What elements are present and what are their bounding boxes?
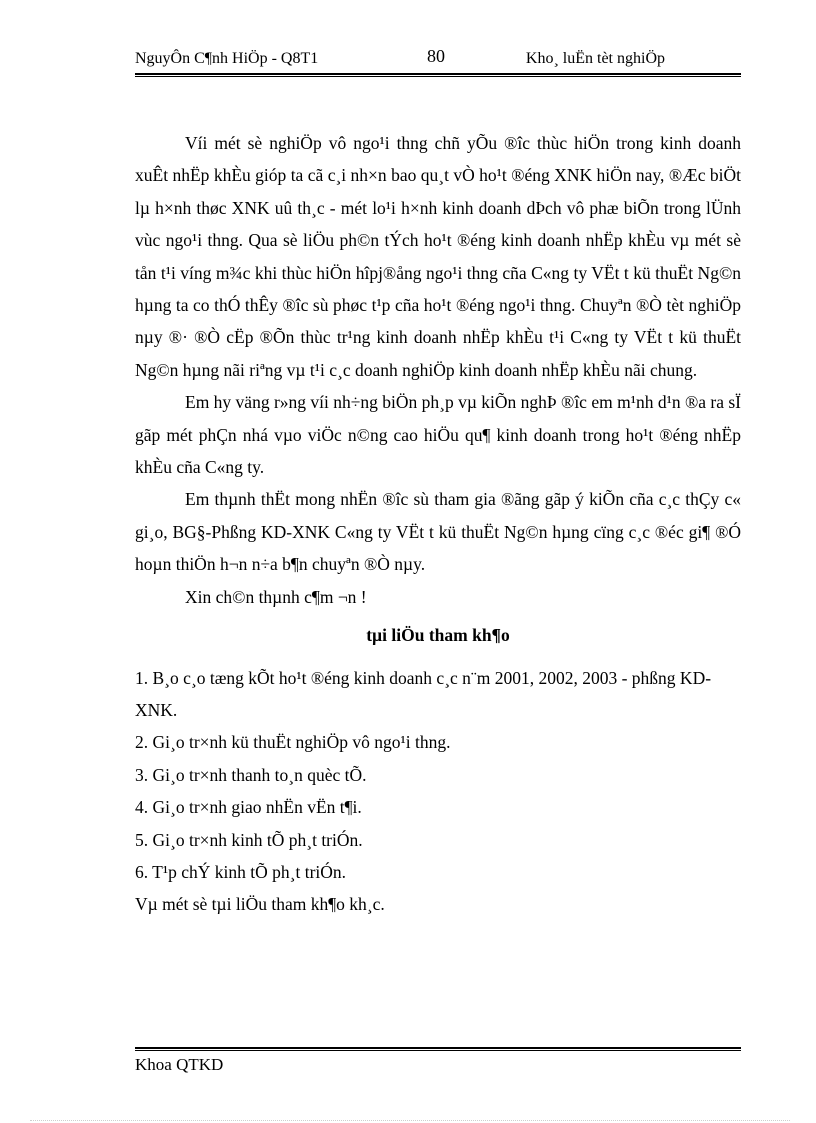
reference-item: Vµ mét sè tµi liÖu tham kh¶o kh¸c.	[135, 894, 385, 915]
reference-item: 2. Gi¸o tr×nh kü thuËt nghiÖp vô ngo¹i thng.	[135, 732, 451, 753]
reference-item: 4. Gi¸o tr×nh giao nhËn vËn t¶i.	[135, 797, 362, 818]
header-document-type: Kho¸ luËn tèt nghiÖp	[525, 50, 665, 67]
page-number: 80	[427, 46, 445, 66]
page-header	[135, 42, 741, 72]
reference-item: 3. Gi¸o tr×nh thanh to¸n quèc tÕ.	[135, 764, 367, 785]
paragraph-feedback: Em thµnh thËt mong nhËn ®îc sù tham gia ®ãng gãp ý kiÕn cña c¸c thÇy c« gi¸o, BG§-Phßng KD-XNK C«ng ty VËt t kü thuËt Ng©n hµng cïng c¸c ®éc gi¶ ®Ó hoµn thiÖn h¬n n÷a b¶n chuyªn ®Ò nµy.	[135, 489, 741, 575]
paragraph-thanks: Xin ch©n thµnh c¶m ¬n !	[185, 586, 367, 607]
header-author: NguyÔn C¶nh HiÖp - Q8T1	[135, 50, 319, 67]
page-footer: Khoa QTKD	[135, 1055, 224, 1074]
paragraph-conclusion: Víi mét sè nghiÖp vô ngo¹i thng chñ yÕu ®îc thùc hiÖn trong kinh doanh xuÊt nhËp khÈu gióp ta cã c¸i nh×n bao qu¸t vÒ ho¹t ®éng XNK hiÖn nay, ®Æc biÖt lµ h×nh thøc XNK uû th¸c - mét lo¹i h×nh kinh doanh dÞch vô phæ biÕn trong lÜnh vùc ngo¹i thng. Qua sè liÖu ph©n tÝch ho¹t ®éng kinh doanh nhËp khÈu vµ mét sè tån t¹i víng m¾c khi thùc hiÖn hîpj®ång ngo¹i thng cña C«ng ty VËt t kü thuËt Ng©n hµng ta co thÓ thÊy ®îc sù phøc t¹p cña ho¹t ®éng ngo¹i thng. Chuyªn ®Ò tèt nghiÖp nµy ®· ®Ò cËp ®Õn thùc tr¹ng kinh doanh nhËp khÈu t¹i C«ng ty VËt t kü thuËt Ng©n hµng nãi riªng vµ t¹i c¸c doanh nghiÖp kinh doanh nhËp khÈu nãi chung.	[135, 133, 741, 380]
page-edge-divider	[30, 1120, 790, 1121]
page-body	[135, 127, 741, 921]
reference-item: 5. Gi¸o tr×nh kinh tÕ ph¸t triÓn.	[135, 829, 363, 850]
references-list	[135, 662, 741, 921]
references-title: tµi liÖu tham kh¶o	[366, 625, 510, 646]
paragraph-hope: Em hy väng r»ng víi nh÷ng biÖn ph¸p vµ kiÕn nghÞ ®îc em m¹nh d¹n ®a ra sÏ gãp mét phÇn nhá vµo viÖc n©ng cao hiÖu qu¶ kinh doanh trong ho¹t ®éng nhËp khÈu cña C«ng ty.	[135, 392, 741, 478]
footer-rule	[135, 1047, 741, 1051]
reference-item: 1. B¸o c¸o tæng kÕt ho¹t ®éng kinh doanh c¸c n¨m 2001, 2002, 2003 - phßng KD-XNK.	[135, 667, 712, 720]
header-rule	[135, 73, 741, 77]
reference-item: 6. T¹p chÝ kinh tÕ ph¸t triÓn.	[135, 861, 347, 882]
